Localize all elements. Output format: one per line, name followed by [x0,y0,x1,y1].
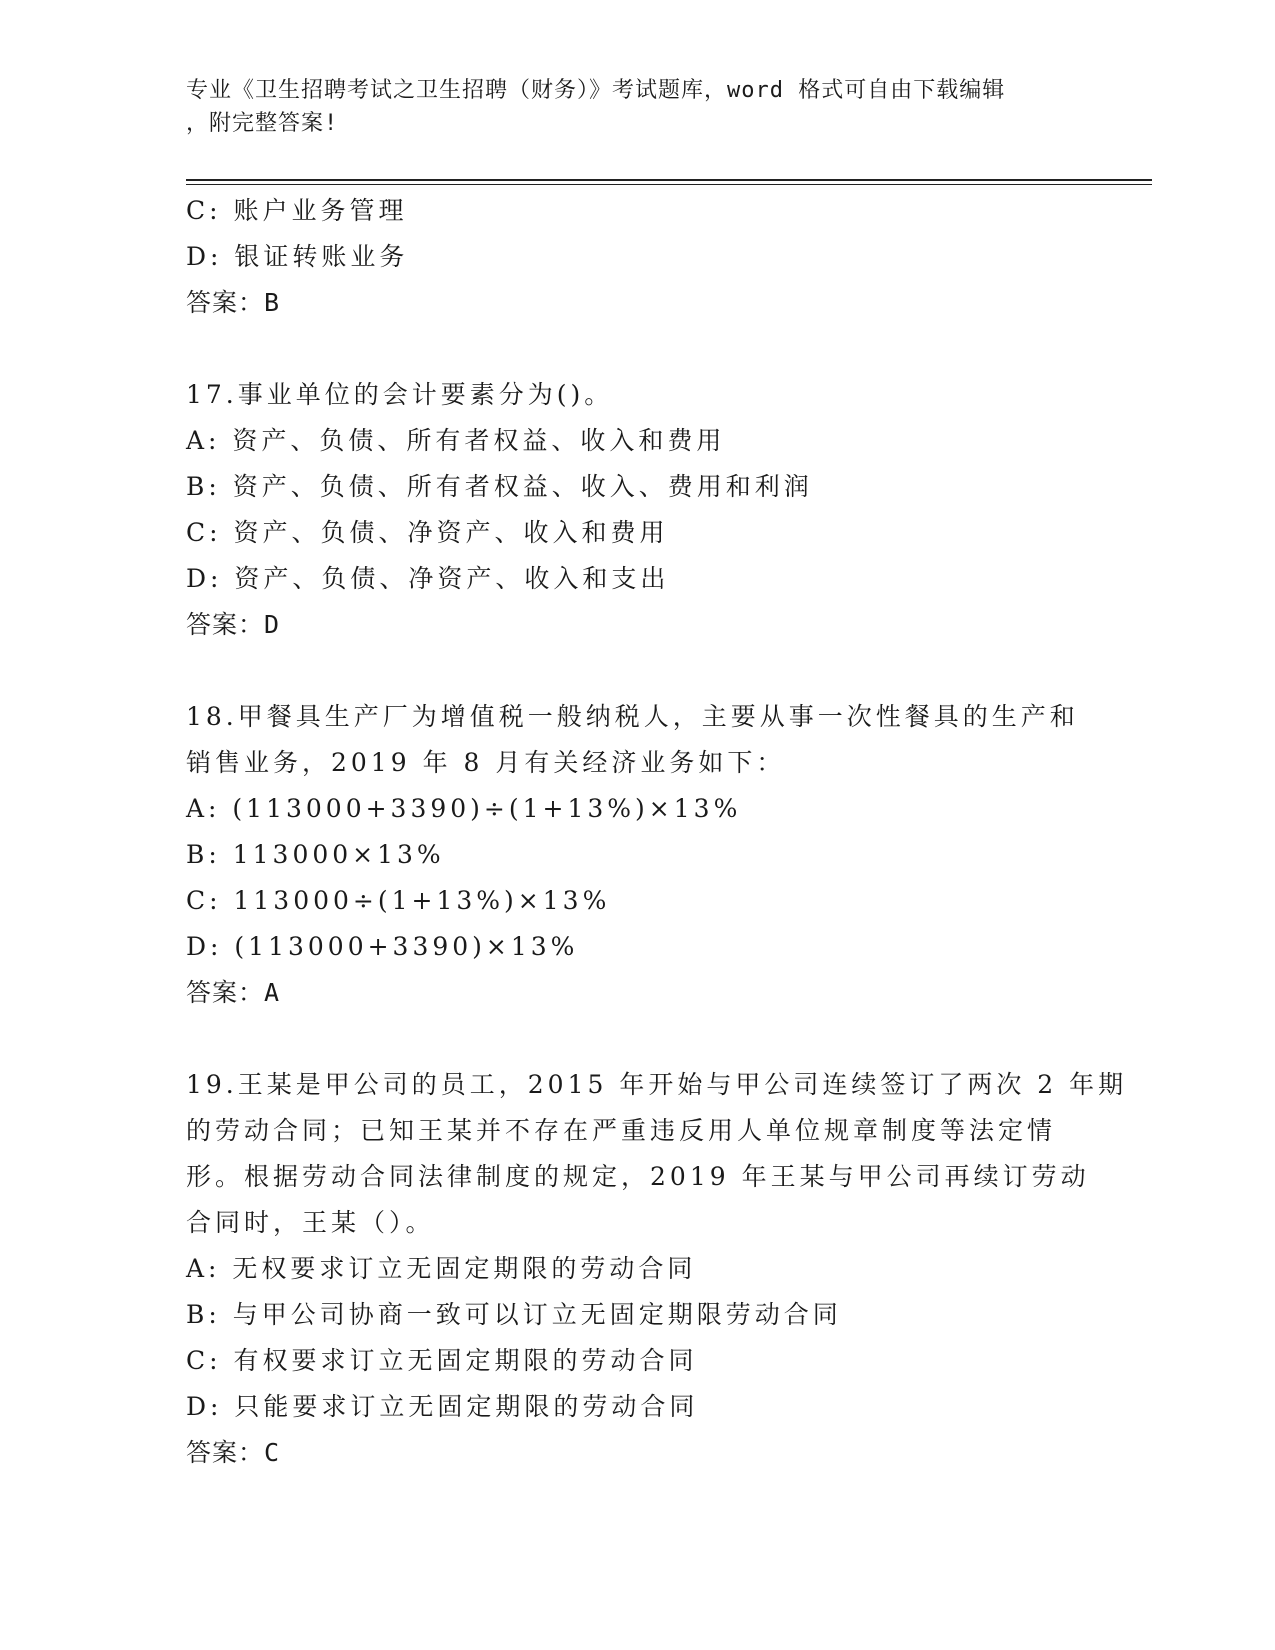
question-list [186,188,1156,1476]
header-line-2: ，附完整答案! [186,111,339,136]
option-a: A: (113000+3390)÷(1+13%)×13% [186,794,742,823]
answer: 答案：C [186,1438,281,1467]
spacer [186,326,1156,372]
option-c: C: 113000÷(1+13%)×13% [186,886,611,915]
header-line-1: 专业《卫生招聘考试之卫生招聘（财务）》考试题库，word 格式可自由下载编辑 [186,78,1006,103]
question-stem-line-1: 19.王某是甲公司的员工，2015 年开始与甲公司连续签订了两次 2 年期 [186,1070,1128,1099]
option-d: D: 银证转账业务 [186,242,409,271]
option-d: D: 只能要求订立无固定期限的劳动合同 [186,1392,699,1421]
answer: 答案：B [186,288,281,317]
option-a: A: 资产、负债、所有者权益、收入和费用 [186,426,726,455]
option-d: D: 资产、负债、净资产、收入和支出 [186,564,670,593]
spacer [186,1016,1156,1062]
question-stem: 17.事业单位的会计要素分为()。 [186,380,614,409]
option-a: A: 无权要求订立无固定期限的劳动合同 [186,1254,697,1283]
option-c: C: 资产、负债、净资产、收入和费用 [186,518,669,547]
question-19 [186,1062,1156,1476]
question-stem-line-2: 销售业务，2019 年 8 月有关经济业务如下： [186,748,786,777]
question-stem-line-1: 18.甲餐具生产厂为增值税一般纳税人，主要从事一次性餐具的生产和 [186,702,1079,731]
answer: 答案：A [186,978,281,1007]
option-b: B: 资产、负债、所有者权益、收入、费用和利润 [186,472,813,501]
question-stem-line-4: 合同时，王某（）。 [186,1208,435,1237]
option-b: B: 113000×13% [186,840,445,869]
question-17 [186,372,1156,648]
option-d: D: (113000+3390)×13% [186,932,579,961]
question-16 [186,188,1156,326]
document-header [186,74,1086,140]
spacer [186,648,1156,694]
option-b: B: 与甲公司协商一致可以订立无固定期限劳动合同 [186,1300,842,1329]
header-rule-thick [186,179,1152,181]
answer: 答案：D [186,610,281,639]
question-stem-line-2: 的劳动合同；已知王某并不存在严重违反用人单位规章制度等法定情 [186,1116,1057,1145]
option-c: C: 账户业务管理 [186,196,408,225]
question-18 [186,694,1156,1016]
question-stem-line-3: 形。根据劳动合同法律制度的规定，2019 年王某与甲公司再续订劳动 [186,1162,1090,1191]
header-rule-thin [186,184,1152,185]
option-c: C: 有权要求订立无固定期限的劳动合同 [186,1346,698,1375]
